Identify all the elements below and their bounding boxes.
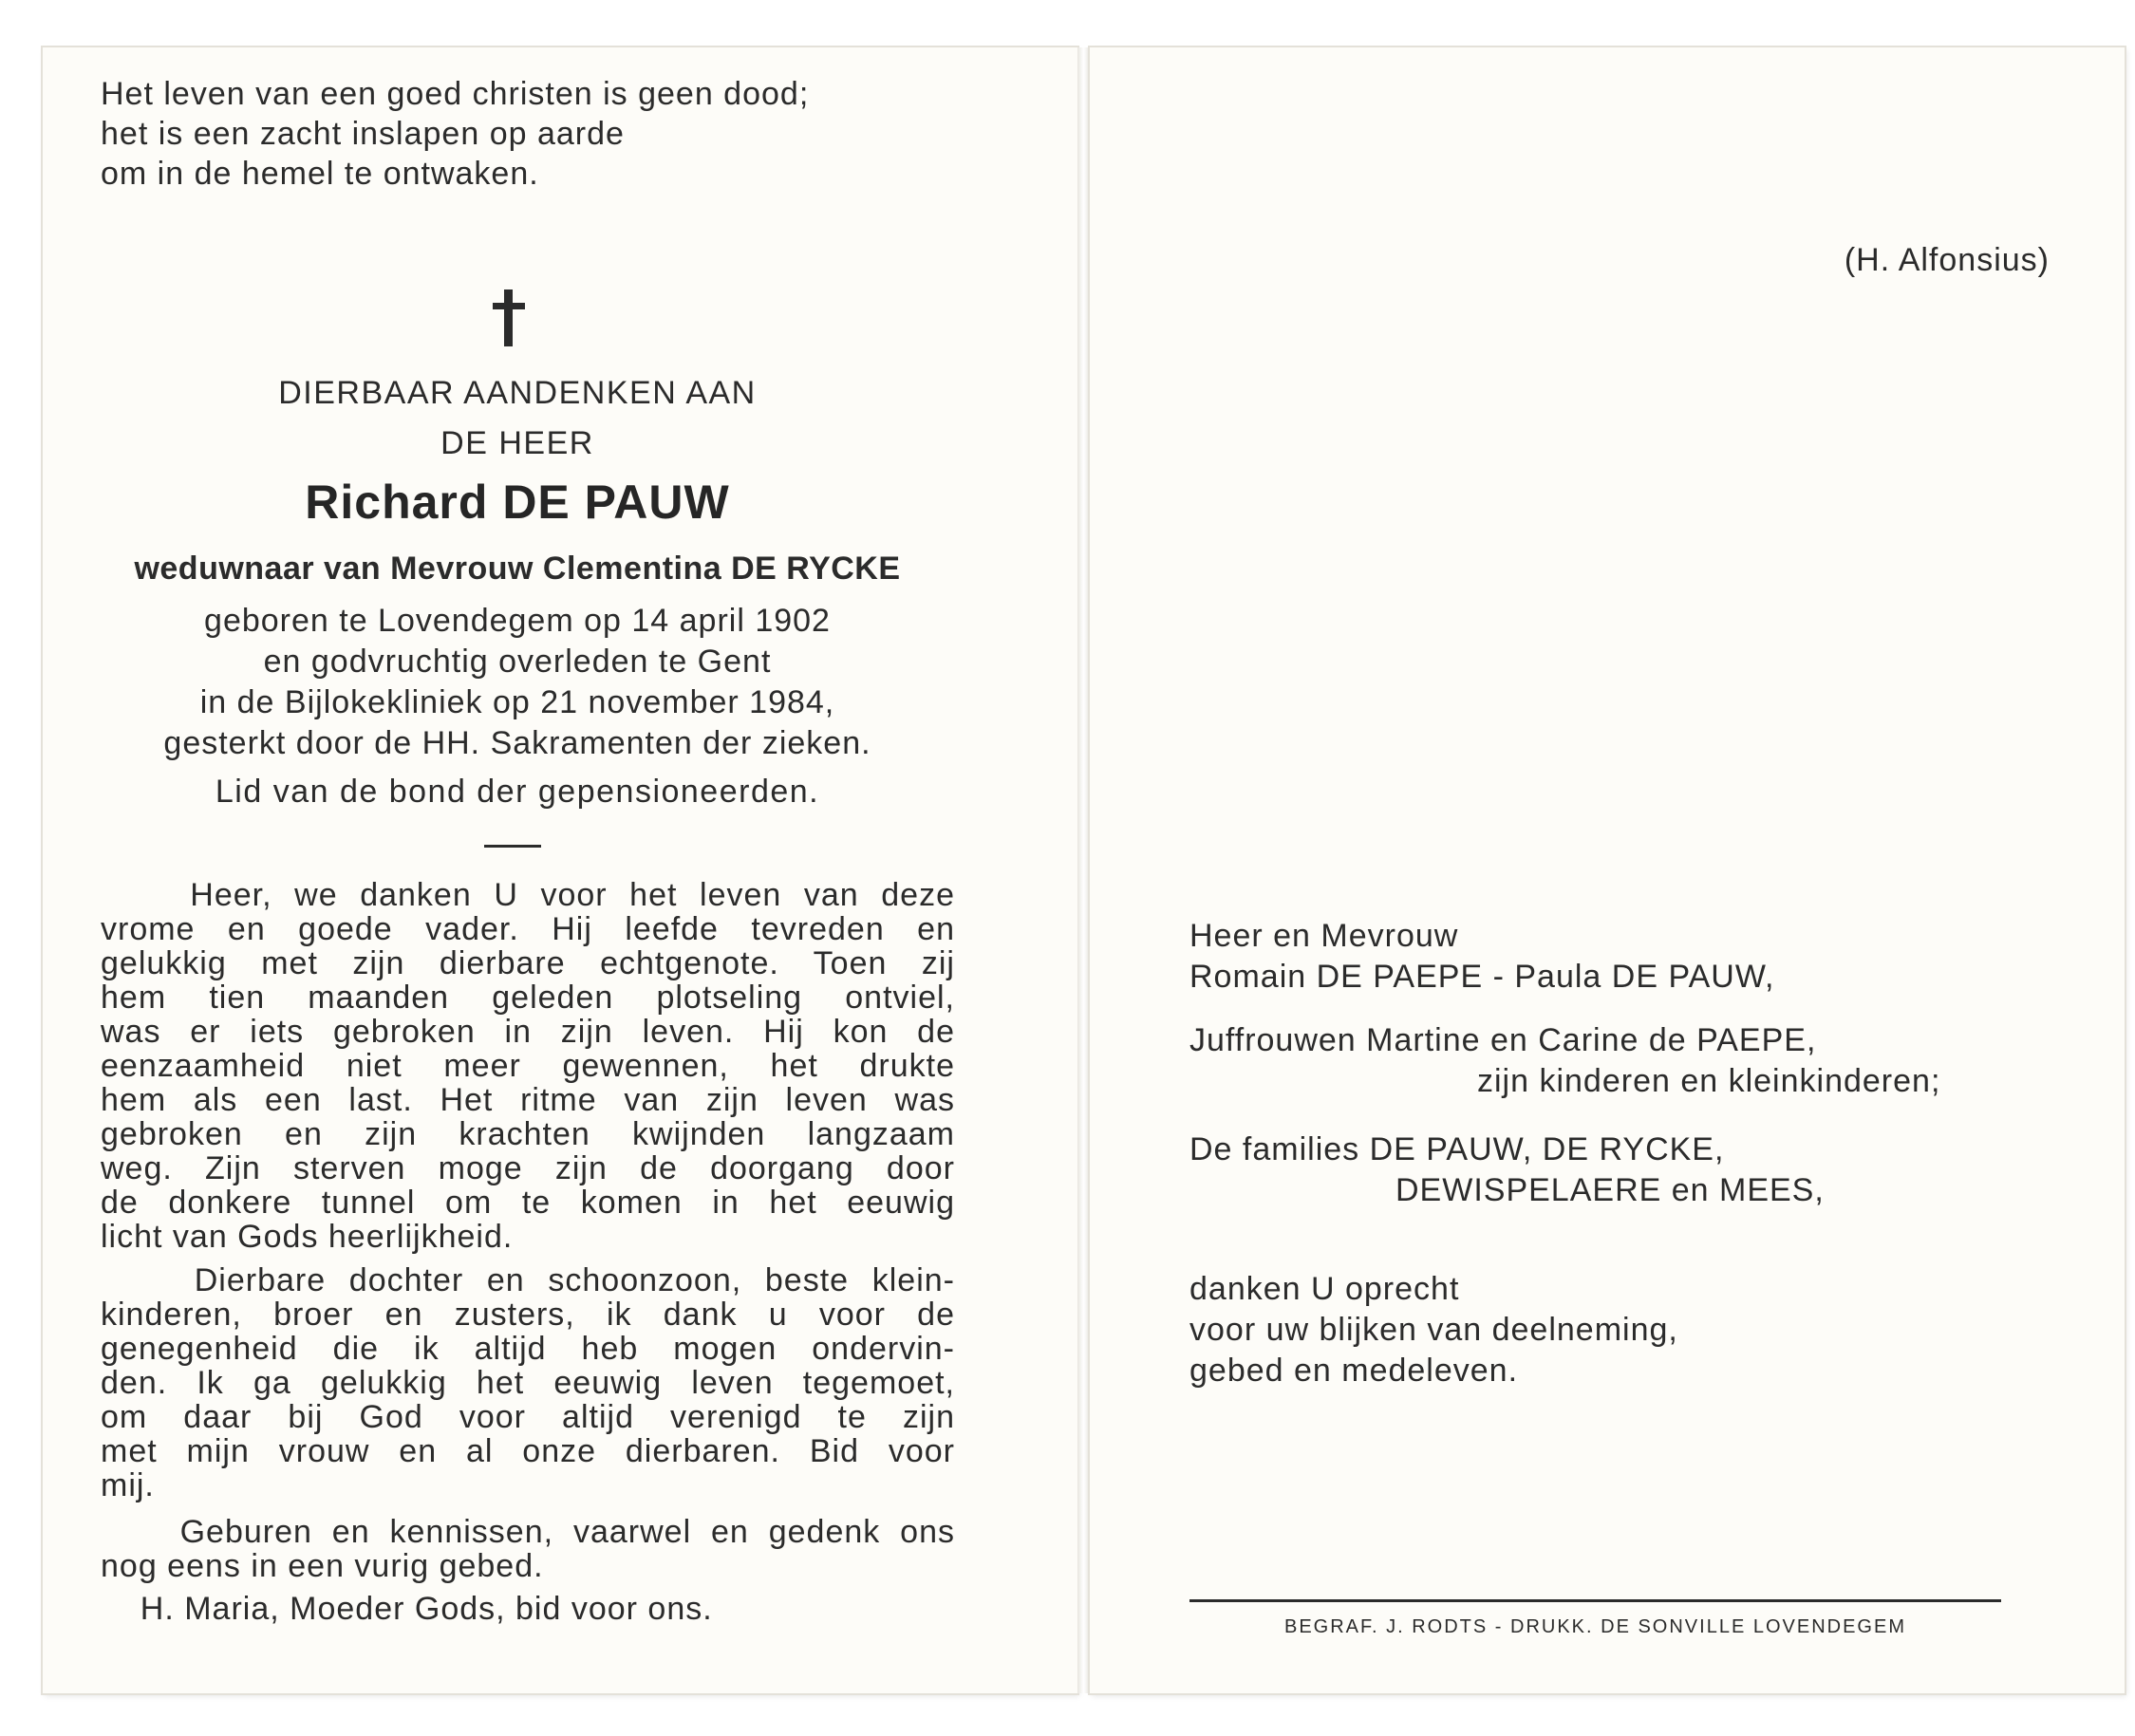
memorial-subtitle: DE HEER	[440, 425, 594, 461]
thanks-line: danken U oprecht	[1189, 1271, 1460, 1307]
thanks-line: voor uw blijken van deelneming,	[1189, 1312, 1678, 1348]
prayer-line: eenzaamheid niet meer gewennen, het drukte	[101, 1048, 955, 1084]
widower-line: weduwnaar van Mevrouw Clementina DE RYCKE	[134, 551, 901, 587]
prayer-line: mij.	[101, 1467, 155, 1503]
family-block	[1189, 1020, 1940, 1102]
prayer-line: Geburen en kennissen, vaarwel en gedenk ons	[101, 1514, 955, 1550]
quote-source: (H. Alfonsius)	[1844, 242, 2050, 278]
family-line: Romain DE PAEPE - Paula DE PAUW,	[1189, 959, 1775, 995]
prayer-line: den. Ik ga gelukkig het eeuwig leven tegemoet,	[101, 1365, 955, 1401]
prayer-line: was er iets gebroken in zijn leven. Hij kon de	[101, 1014, 955, 1050]
bio-line: gesterkt door de HH. Sakramenten der zieken.	[163, 725, 871, 761]
bio-line: in de Bijlokekliniek op 21 november 1984,	[199, 684, 835, 720]
prayer-line: kinderen, broer en zusters, ik dank u voor de	[101, 1297, 955, 1333]
prayer-line: licht van Gods heerlijkheid.	[101, 1219, 514, 1255]
prayer-line: hem als een last. Het ritme van zijn leven was	[101, 1082, 955, 1118]
prayer-line: om daar bij God voor altijd verenigd te zijn	[101, 1399, 955, 1435]
family-line: Juffrouwen Martine en Carine de PAEPE,	[1189, 1022, 1817, 1058]
prayer-line: genegenheid die ik altijd heb mogen ondervin-	[101, 1331, 955, 1367]
membership-line: Lid van de bond der gepensioneerden.	[215, 774, 820, 810]
family-line: zijn kinderen en kleinkinderen;	[1477, 1063, 1941, 1099]
footer-divider	[1189, 1599, 2001, 1602]
prayer-line: met mijn vrouw en al onze dierbaren. Bid voor	[101, 1433, 955, 1469]
prayer-line: de donkere tunnel om te komen in het eeuwig	[101, 1185, 955, 1221]
quote-line: Het leven van een goed christen is geen dood;	[101, 76, 810, 112]
prayer-line: nog eens in een vurig gebed.	[101, 1548, 544, 1584]
divider	[484, 845, 541, 848]
prayer-paragraph	[101, 1263, 955, 1503]
bio-line: en godvruchtig overleden te Gent	[263, 644, 772, 680]
card-fold	[1077, 47, 1090, 1693]
prayer-paragraph	[101, 1592, 955, 1626]
latin-cross-icon	[490, 289, 528, 346]
quote-line: het is een zacht inslapen op aarde	[101, 116, 625, 152]
prayer-line: weg. Zijn sterven moge zijn de doorgang door	[101, 1150, 955, 1186]
quote-line: om in de hemel te ontwaken.	[101, 156, 539, 192]
family-line: Heer en Mevrouw	[1189, 918, 1459, 954]
prayer-line: Heer, we danken U voor het leven van deze	[101, 877, 955, 913]
printer-credit: BEGRAF. J. RODTS - DRUKK. DE SONVILLE LOVENDEGEM	[1283, 1616, 1906, 1637]
prayer-line: Dierbare dochter en schoonzoon, beste klein-	[101, 1262, 955, 1298]
family-block	[1189, 1129, 1825, 1211]
family-block	[1189, 916, 1775, 998]
deceased-name: Richard DE PAUW	[305, 476, 730, 529]
prayer-line: vrome en goede vader. Hij leefde tevreden en	[101, 911, 955, 947]
prayer-paragraph	[101, 878, 955, 1254]
opening-quote	[101, 74, 955, 194]
right-card-panel	[1090, 47, 2125, 1693]
prayer-line: hem tien maanden geleden plotseling ontviel,	[101, 980, 955, 1016]
family-line: De families DE PAUW, DE RYCKE,	[1189, 1131, 1725, 1167]
biography	[66, 601, 968, 764]
thanks-block	[1189, 1269, 1678, 1391]
family-line: DEWISPELAERE en MEES,	[1395, 1172, 1825, 1208]
thanks-line: gebed en medeleven.	[1189, 1353, 1519, 1389]
prayer-line: gelukkig met zijn dierbare echtgenote. Toen zij	[101, 945, 955, 981]
prayer-line: gebroken en zijn krachten kwijnden langzaam	[101, 1116, 955, 1152]
bio-line: geboren te Lovendegem op 14 april 1902	[204, 603, 831, 639]
prayer-paragraph	[101, 1515, 955, 1583]
prayer-line: H. Maria, Moeder Gods, bid voor ons.	[101, 1591, 713, 1627]
memorial-title: DIERBAAR AANDENKEN AAN	[278, 375, 757, 411]
